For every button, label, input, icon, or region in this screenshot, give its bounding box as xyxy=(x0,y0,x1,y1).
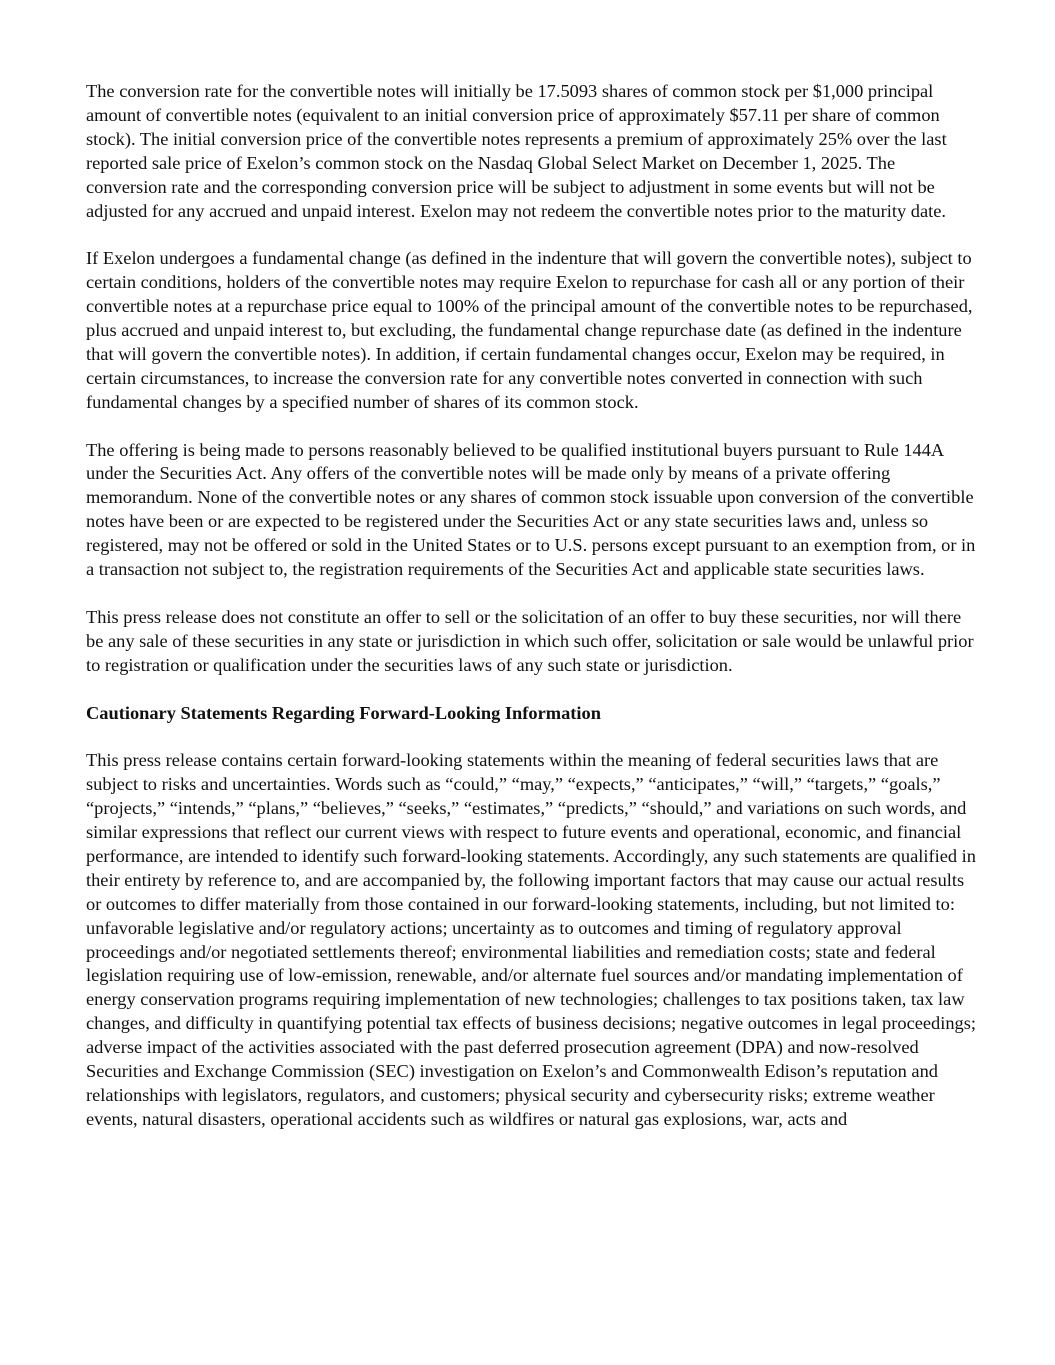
document-page xyxy=(86,80,976,1156)
paragraph-fundamental-change: If Exelon undergoes a fundamental change (as defined in the indenture that will govern the convertible notes), subject to certain conditions, holders of the convertible notes may require Exelon to repurchase for cash all or any portion of their convertible notes at a repurchase price equal to 100% of the principal amount of the convertible notes to be repurchased, plus accrued and unpaid interest to, but excluding, the fundamental change repurchase date (as defined in the indenture that will govern the convertible notes). In addition, if certain fundamental changes occur, Exelon may be required, in certain circumstances, to increase the conversion rate for any convertible notes converted in connection with such fundamental changes by a specified number of shares of its common stock. xyxy=(86,248,973,412)
paragraph-no-offer: This press release does not constitute an offer to sell or the solicitation of an offer to buy these securities, nor will there be any sale of these securities in any state or jurisdiction in which such offer, solicitation or sale would be unlawful prior to registration or qualification under the securities laws of any such state or jurisdiction. xyxy=(86,606,974,675)
section-heading: Cautionary Statements Regarding Forward-Looking Information xyxy=(86,702,601,723)
paragraph-forward-looking: This press release contains certain forward-looking statements within the meaning of federal securities laws that are subject to risks and uncertainties. Words such as “could,” “may,” “expects,” “anticipates,” “will,” “targets,” “goals,” “projects,” “intends,” “plans,” “believes,” “seeks,” “estimates,” “predicts,” “should,” and variations on such words, and similar expressions that reflect our current views with respect to future events and operational, economic, and financial performance, are intended to identify such forward-looking statements. Accordingly, any such statements are qualified in their entirety by reference to, and are accompanied by, the following important factors that may cause our actual results or outcomes to differ materially from those contained in our forward-looking statements, including, but not limited to: unfavorable legislative and/or regulatory actions; uncertainty as to outcomes and timing of regulatory approval proceedings and/or negotiated settlements thereof; environmental liabilities and remediation costs; state and federal legislation requiring use of low-emission, renewable, and/or alternate fuel sources and/or mandating implementation of energy conservation programs requiring implementation of new technologies; challenges to tax positions taken, tax law changes, and difficulty in quantifying potential tax effects of business decisions; negative outcomes in legal proceedings; adverse impact of the activities associated with the past deferred prosecution agreement (DPA) and now-resolved Securities and Exchange Commission (SEC) investigation on Exelon’s and Commonwealth Edison’s reputation and relationships with legislators, regulators, and customers; physical security and cybersecurity risks; extreme weather events, natural disasters, operational accidents such as wildfires or natural gas explosions, war, acts and xyxy=(86,750,977,1129)
paragraph-offering: The offering is being made to persons reasonably believed to be qualified institutional buyers pursuant to Rule 144A under the Securities Act. Any offers of the convertible notes will be made only by means of a private offering memorandum. None of the convertible notes or any shares of common stock issuable upon conversion of the convertible notes have been or are expected to be registered under the Securities Act or any state securities laws and, unless so registered, may not be offered or sold in the United States or to U.S. persons except pursuant to an exemption from, or in a transaction not subject to, the registration requirements of the Securities Act and applicable state securities laws. xyxy=(86,439,976,580)
paragraph-conversion-rate: The conversion rate for the convertible notes will initially be 17.5093 shares of common stock per $1,000 principal amount of convertible notes (equivalent to an initial conversion price of approximately $57.11 per share of common stock). The initial conversion price of the convertible notes represents a premium of approximately 25% over the last reported sale price of Exelon’s common stock on the Nasdaq Global Select Market on December 1, 2025. The conversion rate and the corresponding conversion price will be subject to adjustment in some events but will not be adjusted for any accrued and unpaid interest. Exelon may not redeem the convertible notes prior to the maturity date. xyxy=(86,81,947,221)
